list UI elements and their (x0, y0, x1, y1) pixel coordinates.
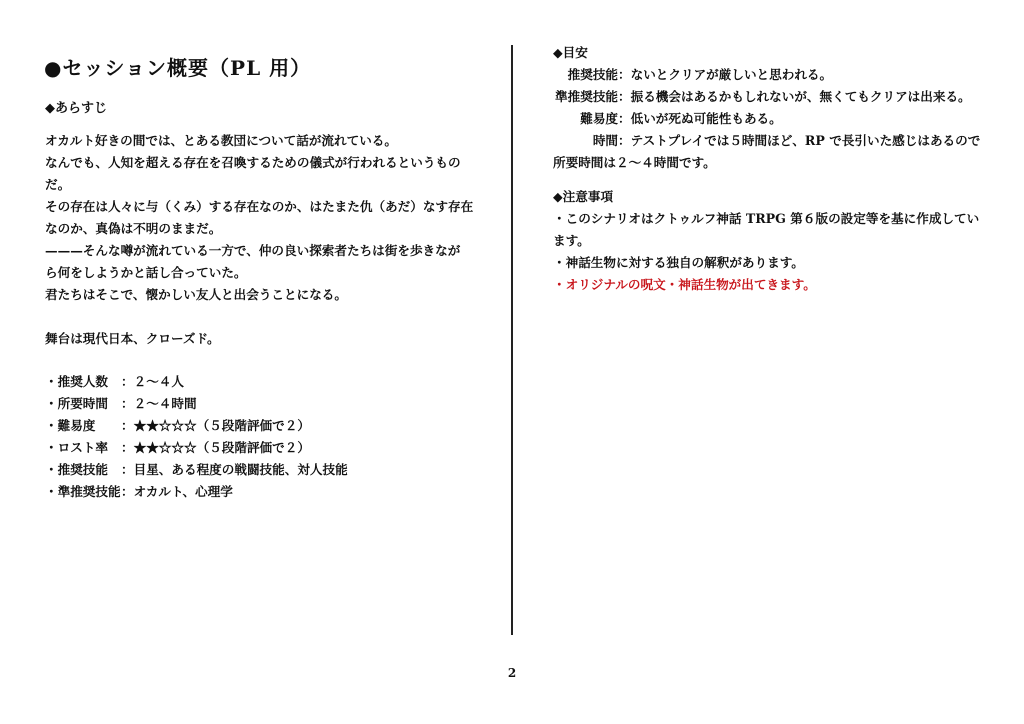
spec-row (45, 459, 348, 481)
guide-continuation: 所要時間は２～４時間です。 (553, 155, 716, 170)
guide-label: 推奨技能 (567, 67, 618, 82)
spec-row (45, 415, 348, 437)
guide-label: 時間 (592, 133, 618, 148)
guide-value: ：テストプレイでは５時間ほど、RP で長引いた感じはあるので (618, 133, 981, 148)
note-line: ます。 (553, 233, 590, 248)
synopsis-heading: ◆あらすじ (45, 101, 107, 116)
synopsis-line: ら何をしようかと話し合っていた。 (45, 265, 247, 280)
synopsis-line: なのか、真偽は不明のままだ。 (45, 221, 222, 236)
spec-label: ・準推奨技能 (45, 484, 121, 499)
synopsis-body (45, 130, 473, 306)
guide-value: ：振る機会はあるかもしれないが、無くてもクリアは出来る。 (618, 89, 971, 104)
synopsis-line: なんでも、人知を超える存在を召喚するための儀式が行われるというもの (45, 155, 461, 170)
page-title: ●セッション概要（PL 用） (44, 56, 312, 80)
spec-label: ・所要時間 (45, 396, 108, 411)
guide-row (553, 64, 980, 86)
notes-heading: ◆注意事項 (553, 189, 614, 204)
spec-list (45, 371, 348, 503)
difficulty-rating: ：★★☆☆☆（５段階評価で２） (121, 418, 310, 433)
guide-heading: ◆目安 (553, 45, 588, 60)
spec-row (45, 393, 348, 415)
note-line: ・神話生物に対する独自の解釈があります。 (553, 255, 804, 270)
spec-value: ：２～４時間 (121, 396, 197, 411)
guide-section (553, 42, 980, 174)
column-divider (511, 45, 513, 635)
guide-row (553, 86, 980, 108)
notes-section (553, 186, 979, 296)
synopsis-line: ———そんな噂が流れている一方で、仲の良い探索者たちは街を歩きなが (45, 243, 461, 258)
spec-label: ・推奨技能 (45, 462, 108, 477)
spec-row (45, 371, 348, 393)
synopsis-line: だ。 (45, 177, 71, 192)
guide-value: ：低いが死ぬ可能性もある。 (618, 111, 782, 126)
guide-value: ：ないとクリアが厳しいと思われる。 (618, 67, 833, 82)
spec-row (45, 481, 348, 503)
spec-value: ：２～４人 (121, 374, 184, 389)
spec-label: ・難易度 (45, 418, 96, 433)
spec-row (45, 437, 348, 459)
guide-row (553, 130, 980, 152)
spec-value: ：目星、ある程度の戦闘技能、対人技能 (121, 462, 348, 477)
synopsis-line: オカルト好きの間では、とある教団について話が流れている。 (45, 133, 397, 148)
lost-rate-rating: ：★★☆☆☆（５段階評価で２） (121, 440, 310, 455)
spec-value: ：オカルト、心理学 (121, 484, 233, 499)
synopsis-line: 君たちはそこで、懐かしい友人と出会うことになる。 (45, 287, 347, 302)
spec-label: ・推奨人数 (45, 374, 108, 389)
guide-label: 準推奨技能 (555, 89, 618, 104)
guide-row (553, 108, 980, 130)
spec-label: ・ロスト率 (45, 440, 108, 455)
note-warning: ・オリジナルの呪文・神話生物が出てきます。 (553, 277, 816, 292)
page-number: 2 (507, 666, 517, 680)
synopsis-line: その存在は人々に与（くみ）する存在なのか、はたまた仇（あだ）なす存在 (45, 199, 474, 214)
setting-text: 舞台は現代日本、クローズド。 (45, 331, 220, 346)
guide-label: 難易度 (580, 111, 618, 126)
note-line: ・このシナリオはクトゥルフ神話 TRPG 第６版の設定等を基に作成してい (553, 211, 980, 226)
